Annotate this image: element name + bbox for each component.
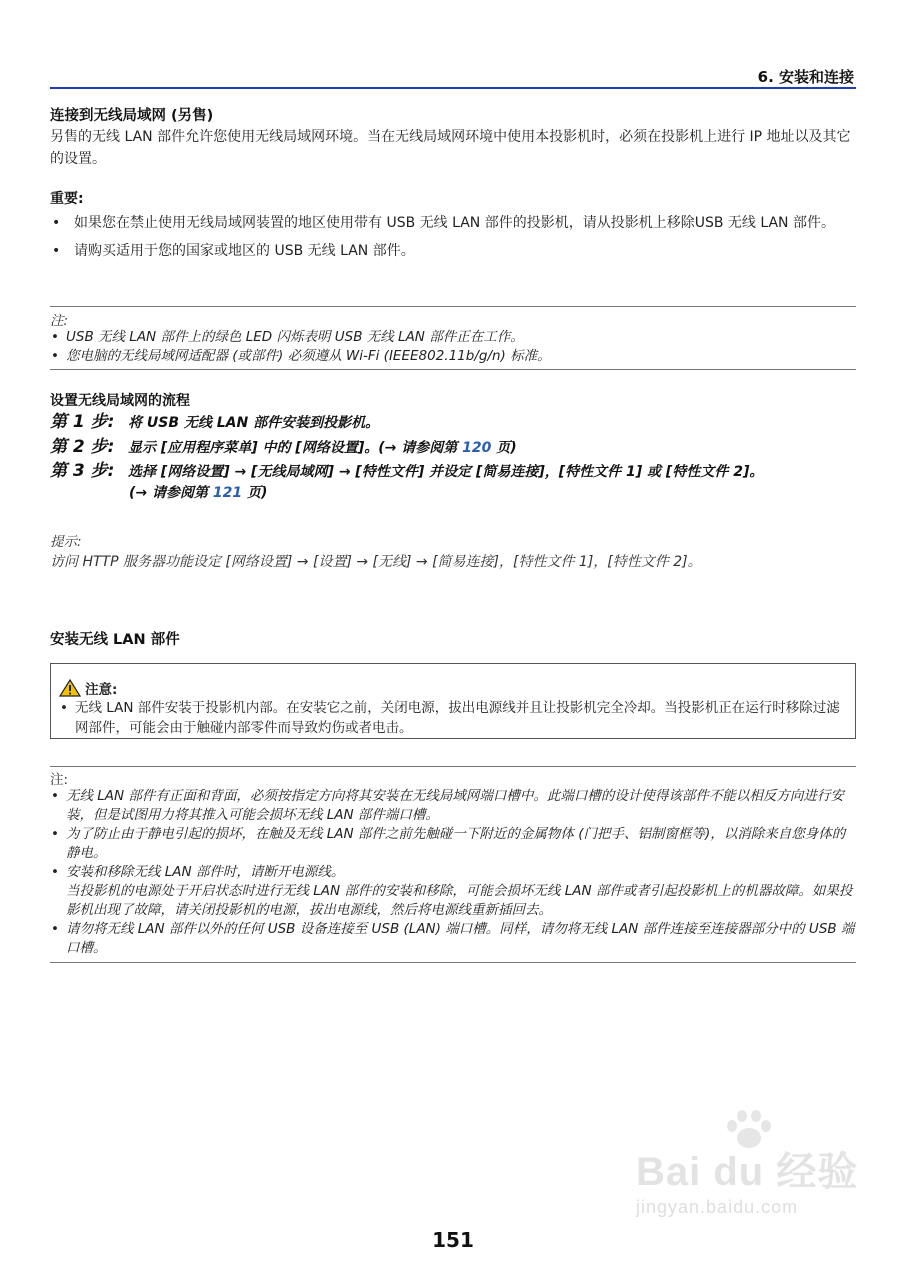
page-link-120[interactable]: 120	[462, 440, 492, 456]
list-item: • 无线 LAN 部件安装于投影机内部。在安装它之前，关闭电源，拔出电源线并且让投影机完全冷却。当投影机正在运行时移除过滤网部件，可能会由于触碰内部零件而导致灼伤或者电击。	[59, 698, 849, 738]
step-label: 第 2 步:	[50, 437, 115, 457]
list-item: • 请购买适用于您的国家或地区的 USB 无线 LAN 部件。	[50, 240, 856, 262]
list-item: • 请勿将无线 LAN 部件以外的任何 USB 设备连接至 USB (LAN) 端口槽。同样，请勿将无线 LAN 部件连接至连接器部分中的 USB 端口槽。	[50, 920, 856, 958]
step-label: 第 1 步:	[50, 412, 115, 432]
note2-bottom-rule	[50, 962, 856, 963]
step-3	[50, 461, 856, 504]
section-title-install: 安装无线 LAN 部件	[50, 632, 180, 648]
important-label: 重要:	[50, 191, 84, 207]
list-item: • USB 无线 LAN 部件上的绿色 LED 闪烁表明 USB 无线 LAN 部件正在工作。	[50, 328, 856, 347]
step-3-ref	[50, 483, 856, 504]
note-top-rule	[50, 306, 856, 307]
list-item	[50, 863, 856, 920]
warning-icon	[59, 679, 81, 697]
note-list	[50, 328, 856, 366]
list-item: • 为了防止由于静电引起的损坏，在触及无线 LAN 部件之前先触碰一下附近的金属物体 (门把手、铝制窗框等)，以消除来自您身体的静电。	[50, 825, 856, 863]
step-text: 显示 [应用程序菜单] 中的 [网络设置]。(→ 请参阅第	[128, 440, 463, 456]
list-item: • 无线 LAN 部件有正面和背面，必须按指定方向将其安装在无线局域网端口槽中。此端口槽的设计使得该部件不能以相反方向进行安装，但是试图用力将其推入可能会损坏无线 LAN 部件端口槽。	[50, 787, 856, 825]
step-ref-prefix: (→ 请参阅第	[129, 485, 213, 501]
caution-list	[59, 698, 849, 738]
page-number: 151	[432, 1228, 474, 1252]
list-item-text: • 安装和移除无线 LAN 部件时，请断开电源线。	[66, 864, 345, 880]
note2-label: 注:	[50, 772, 69, 788]
section-title-wireless-lan: 连接到无线局域网 (另售)	[50, 108, 214, 124]
step-2	[50, 437, 856, 459]
list-item-detail: 当投影机的电源处于开启状态时进行无线 LAN 部件的安装和移除，可能会损坏无线 LAN 部件或者引起投影机上的机器故障。如果投影机出现了故障，请关闭投影机的电源，拔出电源线，然后将电源线重新插回去。	[66, 883, 853, 918]
step-text: 将 USB 无线 LAN 部件安装到投影机。	[128, 415, 380, 431]
paw-icon	[722, 1110, 776, 1150]
list-item: • 您电脑的无线局域网适配器 (或部件) 必须遵从 Wi-Fi (IEEE802.11b/g/n) 标准。	[50, 347, 856, 366]
step-text-suffix: 页)	[491, 440, 517, 456]
step-label: 第 3 步:	[50, 461, 115, 481]
note2-list	[50, 787, 856, 958]
step-1	[50, 412, 856, 434]
chapter-divider	[50, 87, 856, 89]
step-ref-suffix: 页)	[242, 485, 268, 501]
note2-top-rule	[50, 766, 856, 767]
chapter-title: 6. 安装和连接	[757, 68, 854, 86]
section-intro: 另售的无线 LAN 部件允许您使用无线局域网环境。当在无线局域网环境中使用本投影机时，必须在投影机上进行 IP 地址以及其它的设置。	[50, 129, 851, 167]
watermark-url: jingyan.baidu.com	[636, 1197, 799, 1217]
caution-header	[59, 678, 117, 698]
tip-text: 访问 HTTP 服务器功能设定 [网络设置] → [设置] → [无线] → [简易连接]，[特性文件 1]，[特性文件 2]。	[50, 554, 702, 570]
watermark-logo	[636, 1140, 866, 1197]
watermark-logo-text: Bai du 经验	[636, 1150, 859, 1194]
page-link-121[interactable]: 121	[212, 485, 243, 501]
caution-box	[50, 663, 856, 739]
note-label: 注:	[50, 313, 69, 329]
step-text: 选择 [网络设置] → [无线局域网] → [特性文件] 并设定 [简易连接]，[特性文件 1] 或 [特性文件 2]。	[128, 464, 764, 480]
note-bottom-rule	[50, 369, 856, 370]
tip-label: 提示:	[50, 534, 82, 550]
caution-label: 注意:	[85, 682, 118, 698]
list-item: • 如果您在禁止使用无线局域网装置的地区使用带有 USB 无线 LAN 部件的投影机，请从投影机上移除USB 无线 LAN 部件。	[50, 212, 856, 234]
important-list	[50, 212, 856, 268]
flow-title: 设置无线局域网的流程	[50, 393, 190, 409]
